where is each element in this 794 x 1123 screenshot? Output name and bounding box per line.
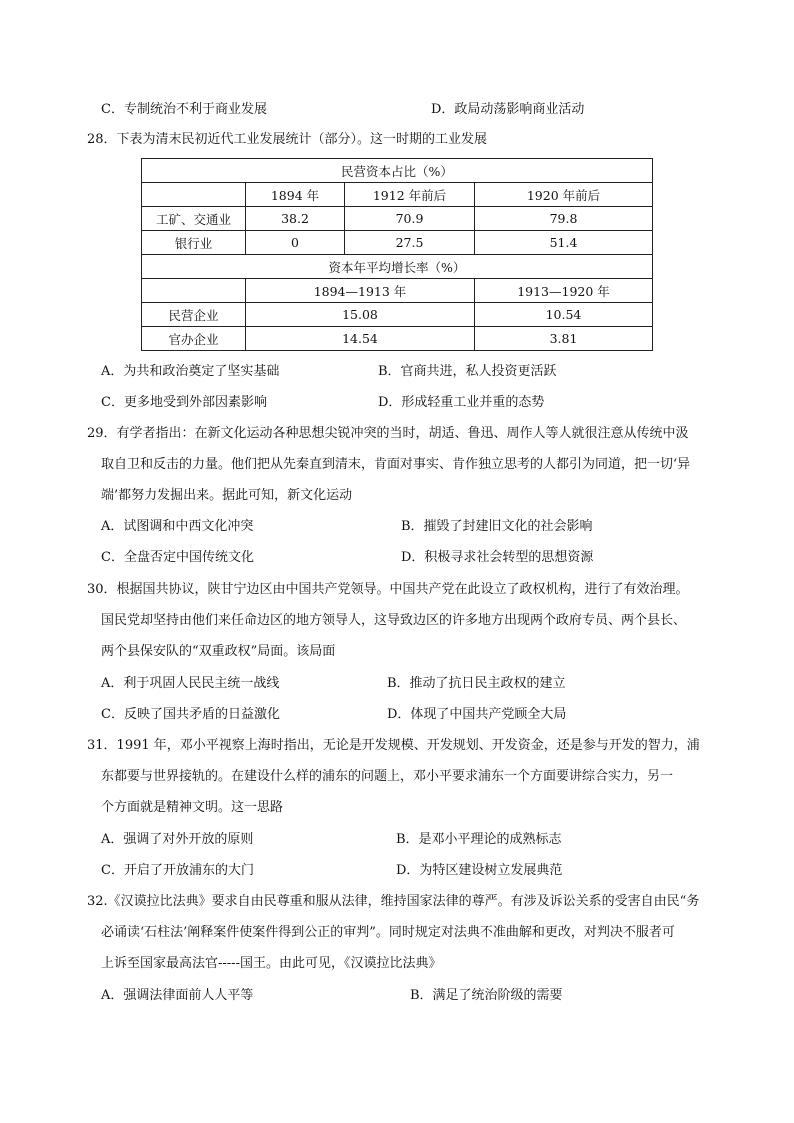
q31-option-a: A．强调了对外开放的原则 — [101, 832, 254, 847]
table-col-header: 1912 年前后 — [345, 183, 475, 207]
q27-option-d: D．政局动荡影响商业活动 — [431, 102, 585, 117]
q31-option-b: B．是邓小平理论的成熟标志 — [396, 832, 562, 847]
table-row — [142, 327, 653, 351]
table-cell: 27.5 — [345, 231, 475, 255]
table-row — [142, 303, 653, 327]
table-corner-cell — [142, 279, 246, 303]
q32-stem-line: 上诉至国家最高法官-----国王。由此可见，《汉谟拉比法典》 — [101, 956, 442, 971]
q29-option-c: C．全盘否定中国传统文化 — [101, 550, 254, 565]
q30-stem-line: 两个县保安队的“双重政权”局面。该局面 — [101, 644, 336, 659]
q30-option-c: C．反映了国共矛盾的日益激化 — [101, 707, 280, 722]
table-cell: 38.2 — [246, 207, 345, 231]
q27-option-c: C．专制统治不利于商业发展 — [101, 102, 267, 117]
q32-stem-line: 32.《汉谟拉比法典》要求自由民尊重和服从法律，维持国家法律的尊严。有涉及诉讼关系的受害自由民“务 — [87, 894, 700, 909]
q30-option-d: D．体现了中国共产党顾全大局 — [387, 707, 567, 722]
table-row-label: 银行业 — [142, 231, 246, 255]
q29-option-d: D．积极寻求社会转型的思想资源 — [401, 550, 594, 565]
q29-stem-line: 29．有学者指出：在新文化运动各种思想尖锐冲突的当时，胡适、鲁迅、周作人等人就很注意从传统中汲 — [87, 426, 689, 441]
table-row — [142, 231, 653, 255]
q29-option-a: A．试图调和中西文化冲突 — [101, 519, 254, 534]
table-cell: 0 — [246, 231, 345, 255]
q29-stem-line: 端’都努力发掘出来。据此可知，新文化运动 — [101, 488, 353, 503]
table-col-header: 1913—1920 年 — [475, 279, 653, 303]
q31-stem-line: 东都要与世界接轨的。在建设什么样的浦东的问题上，邓小平要求浦东一个方面要讲综合实力，另一 — [101, 769, 674, 784]
table-cell: 10.54 — [475, 303, 653, 327]
q28-option-a: A．为共和政治奠定了坚实基础 — [101, 364, 280, 379]
q31-option-c: C．开启了开放浦东的大门 — [101, 863, 254, 878]
table-row-label: 工矿、交通业 — [142, 207, 246, 231]
q31-stem-line: 31．1991 年，邓小平视察上海时指出，无论是开发规模、开发规划、开发资金，还是参与开发的智力，浦 — [87, 738, 700, 753]
table-row-label: 官办企业 — [142, 327, 246, 351]
table-cell: 79.8 — [475, 207, 653, 231]
industry-stats-table — [141, 158, 653, 351]
q29-stem-line: 取自卫和反击的力量。他们把从先秦直到清末，肯面对事实、肯作独立思考的人都引为同道，把一切‘异 — [101, 457, 691, 472]
q30-stem-line: 国民党却坚持由他们来任命边区的地方领导人，这导致边区的许多地方出现两个政府专员、两个县长、 — [101, 613, 687, 628]
table-col-header: 1894 年 — [246, 183, 345, 207]
q28-option-d: D．形成轻重工业并重的态势 — [378, 395, 545, 410]
q30-option-b: B．推动了抗日民主政权的建立 — [387, 676, 566, 691]
table-cell: 3.81 — [475, 327, 653, 351]
q32-option-b: B．满足了统治阶级的需要 — [410, 988, 563, 1003]
table-cell: 70.9 — [345, 207, 475, 231]
q32-option-a: A．强调法律面前人人平等 — [101, 988, 254, 1003]
q30-option-a: A．利于巩固人民民主统一战线 — [101, 676, 280, 691]
table-col-header: 1920 年前后 — [475, 183, 653, 207]
table-corner-cell — [142, 183, 246, 207]
table-cell: 51.4 — [475, 231, 653, 255]
q29-option-b: B．摧毁了封建旧文化的社会影响 — [401, 519, 593, 534]
q28-stem: 28．下表为清末民初近代工业发展统计（部分）。这一时期的工业发展 — [87, 132, 488, 147]
table-cell: 15.08 — [246, 303, 475, 327]
q31-stem-line: 个方面就是精神文明。这一思路 — [101, 800, 284, 815]
q28-option-b: B．官商共进，私人投资更活跃 — [378, 364, 557, 379]
table-col-header: 1894—1913 年 — [246, 279, 475, 303]
q28-option-c: C．更多地受到外部因素影响 — [101, 395, 267, 410]
table-section-title: 民营资本占比（%） — [142, 159, 653, 183]
q31-option-d: D．为特区建设树立发展典范 — [396, 863, 563, 878]
table-row — [142, 207, 653, 231]
table-cell: 14.54 — [246, 327, 475, 351]
q30-stem-line: 30．根据国共协议，陕甘宁边区由中国共产党领导。中国共产党在此设立了政权机构，进行了有效治理。 — [87, 582, 689, 597]
q32-stem-line: 必诵读‘石柱法’阐释案件使案件得到公正的审判”。同时规定对法典不准曲解和更改，对判决不服者可 — [101, 925, 675, 940]
table-row-label: 民营企业 — [142, 303, 246, 327]
table-section-title: 资本年平均增长率（%） — [142, 255, 653, 279]
